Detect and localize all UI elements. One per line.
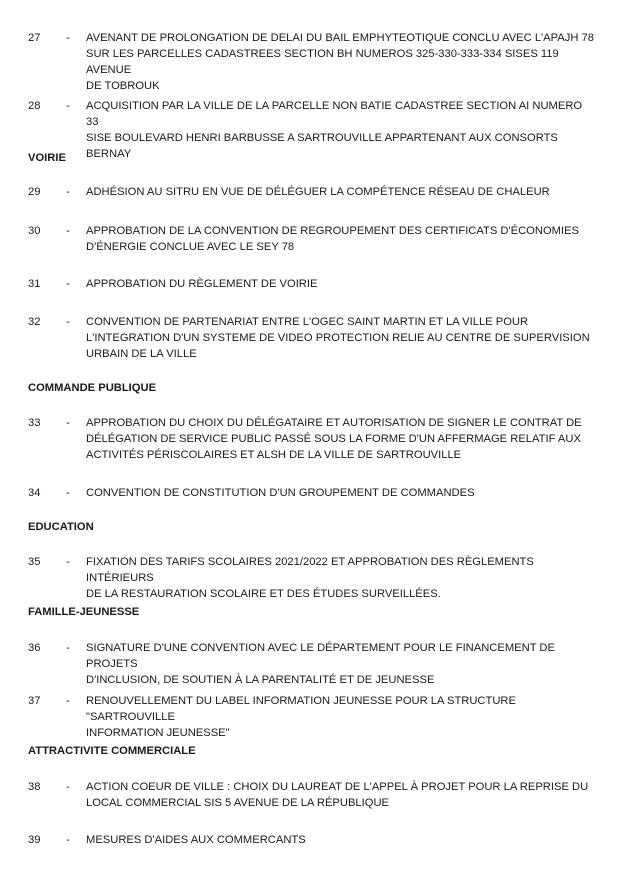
item-text: ADHÉSION AU SITRU EN VUE DE DÉLÉGUER LA COMPÉTENCE RÉSEAU DE CHALEUR — [86, 186, 550, 198]
item-text: CONVENTION DE CONSTITUTION D'UN GROUPEMENT DE COMMANDES — [86, 487, 475, 499]
item-dash: - — [66, 834, 70, 846]
item-text: SIGNATURE D'UNE CONVENTION AVEC LE DÉPARTEMENT POUR LE FINANCEMENT DE PROJETS D'INCLUSION, DE SOUTIEN À LA PARENTALITÉ ET DE JEUNESSE — [86, 642, 555, 686]
item-dash: - — [66, 417, 70, 429]
item-number: 29 — [28, 186, 41, 198]
item-dash: - — [66, 316, 70, 328]
item-text: FIXATION DES TARIFS SCOLAIRES 2021/2022 ET APPROBATION DES RÈGLEMENTS INTÉRIEURS DE LA RESTAURATION SCOLAIRE ET DES ÉTUDES SURVEILLÉES. — [86, 556, 534, 600]
agenda-item-36 — [28, 640, 598, 686]
item-text: APPROBATION DU RÈGLEMENT DE VOIRIE — [86, 278, 318, 290]
agenda-item-27 — [28, 30, 598, 92]
item-text: RENOUVELLEMENT DU LABEL INFORMATION JEUNESSE POUR LA STRUCTURE "SARTROUVILLE INFORMATION JEUNESSE" — [86, 695, 516, 739]
item-number: 30 — [28, 225, 41, 237]
item-number: 32 — [28, 316, 41, 328]
item-dash: - — [66, 225, 70, 237]
item-dash: - — [66, 100, 70, 112]
item-text: ACTION COEUR DE VILLE : CHOIX DU LAUREAT DE L'APPEL À PROJET POUR LA REPRISE DU LOCAL COMMERCIAL SIS 5 AVENUE DE LA RÉPUBLIQUE — [86, 781, 589, 809]
section-heading-famille-jeunesse: FAMILLE-JEUNESSE — [28, 606, 140, 618]
item-text: APPROBATION DU CHOIX DU DÉLÉGATAIRE ET AUTORISATION DE SIGNER LE CONTRAT DE DÉLÉGATION DE SERVICE PUBLIC PASSÉ SOUS LA FORME D'UN AFFERMAGE RELATIF AUX ACTIVITÉS PÉRISCOLAIRES ET ALSH DE LA VILLE DE SARTROUVILLE — [86, 417, 582, 461]
item-dash: - — [66, 642, 70, 654]
agenda-item-33 — [28, 415, 598, 463]
item-number: 36 — [28, 642, 41, 654]
item-dash: - — [66, 695, 70, 707]
item-text: MESURES D'AIDES AUX COMMERCANTS — [86, 834, 306, 846]
item-number: 35 — [28, 556, 41, 568]
item-dash: - — [66, 781, 70, 793]
item-number: 31 — [28, 278, 41, 290]
agenda-item-39 — [28, 832, 598, 848]
item-number: 39 — [28, 834, 41, 846]
agenda-item-29 — [28, 184, 598, 200]
section-heading-education: EDUCATION — [28, 521, 94, 533]
section-heading-commande-publique: COMMANDE PUBLIQUE — [28, 382, 157, 394]
agenda-item-32 — [28, 314, 598, 362]
item-number: 28 — [28, 100, 41, 112]
item-number: 33 — [28, 417, 41, 429]
section-heading-voirie: VOIRIE — [28, 152, 66, 164]
item-dash: - — [66, 556, 70, 568]
item-text: AVENANT DE PROLONGATION DE DELAI DU BAIL EMPHYTEOTIQUE CONCLU AVEC L'APAJH 78 SUR LES PARCELLES CADASTREES SECTION BH NUMEROS 325-330-333-334 SISES 119 AVENUE DE TOBROUK — [86, 32, 594, 92]
item-number: 37 — [28, 695, 41, 707]
item-number: 34 — [28, 487, 41, 499]
agenda-item-38 — [28, 779, 598, 811]
item-text: ACQUISITION PAR LA VILLE DE LA PARCELLE NON BATIE CADASTREE SECTION AI NUMERO 33 SISE BOULEVARD HENRI BARBUSSE A SARTROUVILLE APPARTENANT AUX CONSORTS BERNAY — [86, 100, 583, 160]
item-number: 27 — [28, 32, 41, 44]
item-dash: - — [66, 487, 70, 499]
item-dash: - — [66, 186, 70, 198]
agenda-item-30 — [28, 223, 598, 255]
item-dash: - — [66, 32, 70, 44]
item-text: APPROBATION DE LA CONVENTION DE REGROUPEMENT DES CERTIFICATS D'ÉCONOMIES D'ÉNERGIE CONCLUE AVEC LE SEY 78 — [86, 225, 580, 253]
section-heading-attractivite-commerciale: ATTRACTIVITE COMMERCIALE — [28, 745, 196, 757]
item-number: 38 — [28, 781, 41, 793]
agenda-item-35 — [28, 554, 598, 600]
item-dash: - — [66, 278, 70, 290]
agenda-item-34 — [28, 485, 598, 501]
agenda-item-37 — [28, 693, 598, 739]
item-text: CONVENTION DE PARTENARIAT ENTRE L'OGEC SAINT MARTIN ET LA VILLE POUR L'INTEGRATION D'UN SYSTEME DE VIDEO PROTECTION RELIE AU CENTRE DE SUPERVISION URBAIN DE LA VILLE — [86, 316, 590, 360]
agenda-item-31 — [28, 276, 598, 292]
